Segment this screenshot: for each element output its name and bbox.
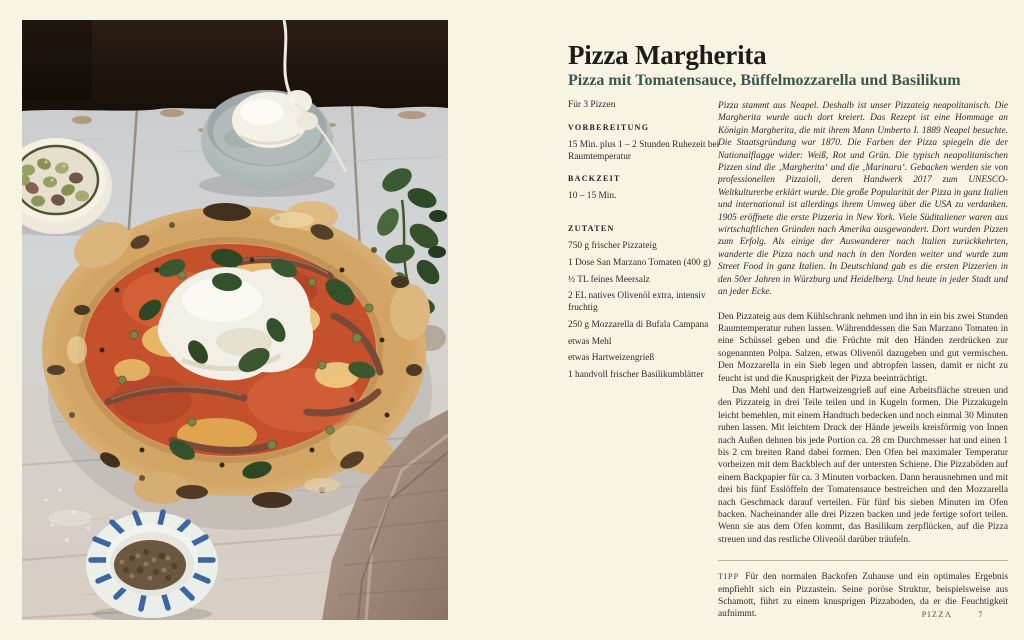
ingredient-item: 1 Dose San Marzano Tomaten (400 g) bbox=[568, 257, 711, 268]
recipe-subtitle: Pizza mit Tomatensauce, Büffelmozzarella und Basilikum bbox=[568, 72, 961, 90]
chapter-name: PIZZA bbox=[921, 610, 953, 619]
page-footer bbox=[718, 610, 984, 619]
pizza-photo bbox=[22, 20, 448, 620]
tip-text: Für den normalen Backofen Zuhause und ein optimales Ergebnis empfiehlt sich ein Pizzastein. Seine poröse Struktur, beispielsweise aus Schamott, führt zu einem knusprigen Pizzaboden, da er die Feuchtigkeit aufnimmt. bbox=[718, 572, 1008, 620]
ingredient-item: etwas Hartweizengrieß bbox=[568, 353, 655, 364]
ingredient-item: 2 EL natives Olivenöl extra, intensiv fruchtig bbox=[568, 291, 706, 313]
tip-label: TIPP bbox=[718, 572, 740, 582]
tip-divider bbox=[718, 560, 1008, 561]
method-paragraph: Das Mehl und den Hartweizengrieß auf eine Arbeitsfläche streuen und den Pizzateig in drei Teile teilen und in Kugeln formen. Die Pizzakugeln leicht bemehlen, mit einem Handtuch bedecken und noch einmal 30 Minuten ruhen lassen. Mit leichtem Druck der Hände jeweils kreisförmig von Innen nach Außen dehnen bis jede Portion ca. 28 cm Durchmesser hat und einen 1 bis 2 cm breiten Rand dabei formen. Den Ofen bei maximaler Temperatur vorheizen mit dem Backblech auf der untersten Schiene. Die Pizzaböden auf einem Backpapier für ca. 3 Minuten vorbacken. Dann herausnehmen und mit drei bis fünf Esslöffeln der Tomatensauce bestreichen und den Mozzarella nach Geschmack darauf verteilen. Für fünf bis sieben Minuten im Ofen backen. Nacheinander alle drei Pizzen backen und jede fertige sofort teilen. Wenn sie aus dem Ofen kommt, das Basilikum zerpflücken, auf die Pizza streuen und das restliche Olivenöl darüber träufeln. bbox=[718, 385, 1008, 545]
bake-label: BACKZEIT bbox=[568, 174, 621, 184]
recipe-body-column bbox=[718, 100, 1008, 621]
ingredients-label: ZUTATEN bbox=[568, 224, 615, 233]
caper-bowl bbox=[86, 512, 218, 618]
method-paragraph: Den Pizzateig aus dem Kühlschrank nehmen und ihn in ein bis zwei Stunden Raumtemperatur ruhen lassen. Währenddessen die San Marzano Tomaten in eine Schüssel geben und die Früchte mit den Händen zerdrücken zur sogenannten Polpa. Salzen, etwas Olivenöl dazugeben und gut vermischen. Den Mozzarella in ein Sieb legen und abtropfen lassen, damit er nicht zu feucht ist und die Knusprigkeit der Pizza beeinträchtigt. bbox=[718, 311, 1008, 384]
ingredient-item: 1 handvoll frischer Basilikumblätter bbox=[568, 370, 704, 380]
ingredient-item: 750 g frischer Pizzateig bbox=[568, 241, 657, 251]
servings: Für 3 Pizzen bbox=[568, 100, 616, 110]
bake-time: 10 – 15 Min. bbox=[568, 191, 617, 202]
page-number: 7 bbox=[978, 610, 984, 619]
prep-label: VORBEREITUNG bbox=[568, 122, 650, 132]
intro-paragraph: Pizza stammt aus Neapel. Deshalb ist unser Pizzateig neapolitanisch. Die Margherita wurde auch dort kreiert. Das Rezept ist eine Hommage an Königin Margherita, die mit ihrem Mann Umberto I. 1889 Neapel besuchte. Die Staatsgründung war 1870. Die Farben der Pizza spiegeln die der Nationalflagge wider: Weiß, Rot und Grün. Die typisch neapolitanischen Pizzen sind die ‚Margherita‘ und die ‚Marinara‘. Gebacken werden sie von professionellen Pizzaioli, deren Handwerk 2017 zum UNESCO-Weltkulturerbe erklärt wurde. Die große Popularität der Pizza in ganz Italien und international ist allerdings ihrem Umweg über die USA zu verdanken. 1905 eröffnete die erste Pizzeria in New York. Viele Süditaliener waren aus wirtschaftlichen Gründen nach Amerika ausgewandert. Dort wurden Pizzen zum Erfolg. Als einige der Auswanderer nach Italien zurückkehrten, wanderte die Pizza nach und nach in den Norden weiter und wurde zum Street Food in ganz Italien. In Deutschland gab es die ersten Pizzerien in den 50er Jahren in Würzburg und Heidelberg. Und heute in jeder Stadt und an jeder Ecke. bbox=[718, 101, 1008, 298]
prep-time: 15 Min. plus 1 – 2 Stunden Ruhezeit bei Raumtemperatur bbox=[568, 139, 720, 162]
method-section bbox=[718, 311, 1008, 547]
ingredient-item: etwas Mehl bbox=[568, 336, 612, 347]
recipe-info-column bbox=[568, 100, 720, 387]
ingredient-item: 250 g Mozzarella di Bufala Campana bbox=[568, 319, 709, 330]
ingredients-list bbox=[568, 241, 720, 382]
ingredient-item: ½ TL feines Meersalz bbox=[568, 274, 650, 285]
recipe-title: Pizza Margherita bbox=[568, 40, 767, 71]
